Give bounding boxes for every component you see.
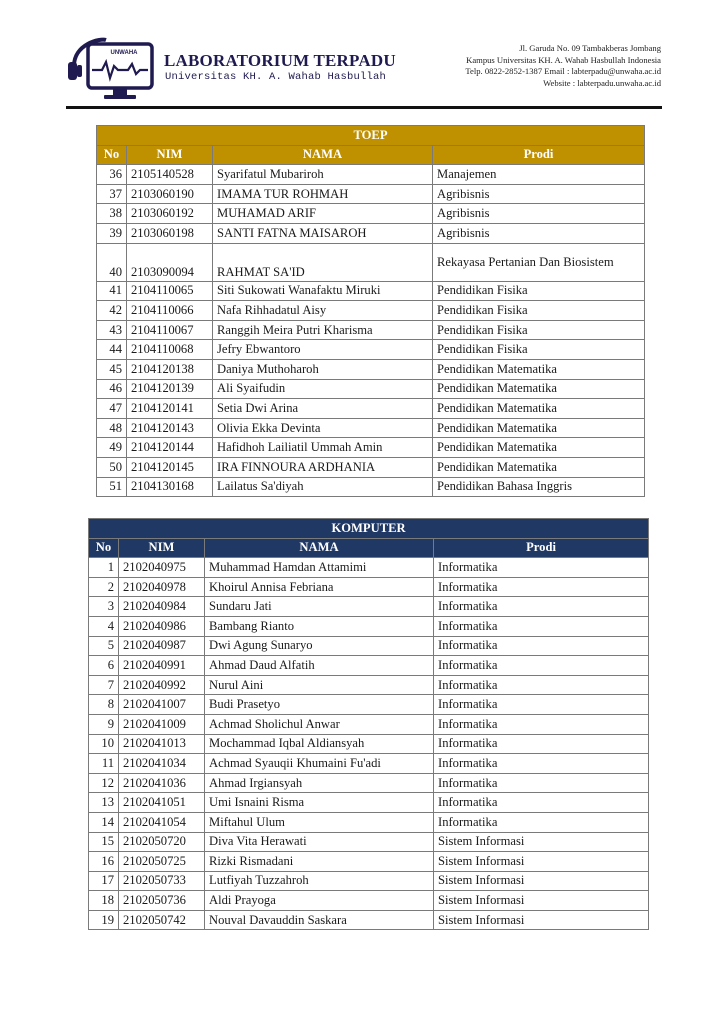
table-row <box>97 204 645 224</box>
col-header-nim: NIM <box>119 538 205 558</box>
cell-nim: 2102041007 <box>119 695 205 715</box>
cell-prodi: Sistem Informasi <box>434 910 649 930</box>
cell-nama: Nouval Davauddin Saskara <box>205 910 434 930</box>
cell-prodi: Informatika <box>434 695 649 715</box>
table-row <box>89 616 649 636</box>
cell-nim: 2102040984 <box>119 597 205 617</box>
cell-nama: Lailatus Sa'diyah <box>213 477 433 497</box>
table-row <box>89 793 649 813</box>
cell-nim: 2104120139 <box>127 379 213 399</box>
col-header-prodi: Prodi <box>434 538 649 558</box>
cell-nim: 2102050725 <box>119 852 205 872</box>
table-row <box>89 871 649 891</box>
cell-nama: Dwi Agung Sunaryo <box>205 636 434 656</box>
cell-nim: 2102050720 <box>119 832 205 852</box>
cell-nim: 2104110068 <box>127 340 213 360</box>
cell-no: 40 <box>97 243 127 281</box>
cell-prodi: Informatika <box>434 656 649 676</box>
cell-nim: 2105140528 <box>127 165 213 185</box>
cell-prodi: Rekayasa Pertanian Dan Biosistem <box>433 243 645 281</box>
cell-nim: 2104120145 <box>127 457 213 477</box>
cell-no: 19 <box>89 910 119 930</box>
cell-nama: Ahmad Daud Alfatih <box>205 656 434 676</box>
cell-nama: Khoirul Annisa Febriana <box>205 577 434 597</box>
cell-nama: Miftahul Ulum <box>205 812 434 832</box>
letterhead <box>0 0 724 110</box>
cell-nama: Achmad Syauqii Khumaini Fu'adi <box>205 754 434 774</box>
cell-nim: 2102050742 <box>119 910 205 930</box>
cell-nim: 2102040978 <box>119 577 205 597</box>
cell-nim: 2104130168 <box>127 477 213 497</box>
cell-prodi: Pendidikan Matematika <box>433 418 645 438</box>
cell-prodi: Pendidikan Matematika <box>433 399 645 419</box>
cell-no: 51 <box>97 477 127 497</box>
cell-nim: 2102041009 <box>119 714 205 734</box>
table-row <box>89 597 649 617</box>
cell-no: 46 <box>97 379 127 399</box>
cell-nama: Olivia Ekka Devinta <box>213 418 433 438</box>
cell-nama: Aldi Prayoga <box>205 891 434 911</box>
cell-nim: 2102040986 <box>119 616 205 636</box>
cell-nim: 2102050736 <box>119 891 205 911</box>
cell-no: 16 <box>89 852 119 872</box>
cell-no: 5 <box>89 636 119 656</box>
table-row <box>97 223 645 243</box>
cell-nama: IRA FINNOURA ARDHANIA <box>213 457 433 477</box>
cell-nama: Ali Syaifudin <box>213 379 433 399</box>
cell-prodi: Sistem Informasi <box>434 871 649 891</box>
cell-prodi: Sistem Informasi <box>434 832 649 852</box>
cell-nim: 2102041051 <box>119 793 205 813</box>
cell-no: 7 <box>89 675 119 695</box>
cell-nim: 2103060198 <box>127 223 213 243</box>
cell-no: 4 <box>89 616 119 636</box>
cell-no: 1 <box>89 558 119 578</box>
table-row <box>89 577 649 597</box>
table-row <box>89 891 649 911</box>
cell-nim: 2104120141 <box>127 399 213 419</box>
cell-no: 45 <box>97 359 127 379</box>
cell-nama: Siti Sukowati Wanafaktu Miruki <box>213 281 433 301</box>
table-row <box>97 418 645 438</box>
cell-nim: 2102041013 <box>119 734 205 754</box>
cell-prodi: Agribisnis <box>433 184 645 204</box>
cell-no: 18 <box>89 891 119 911</box>
cell-prodi: Informatika <box>434 558 649 578</box>
cell-no: 48 <box>97 418 127 438</box>
cell-prodi: Sistem Informasi <box>434 891 649 911</box>
cell-no: 11 <box>89 754 119 774</box>
cell-prodi: Informatika <box>434 597 649 617</box>
table-row <box>97 379 645 399</box>
cell-prodi: Pendidikan Fisika <box>433 320 645 340</box>
table-row <box>97 184 645 204</box>
cell-prodi: Pendidikan Matematika <box>433 359 645 379</box>
cell-prodi: Informatika <box>434 616 649 636</box>
table-row <box>97 243 645 281</box>
cell-nim: 2104110065 <box>127 281 213 301</box>
cell-nim: 2103060192 <box>127 204 213 224</box>
cell-no: 49 <box>97 438 127 458</box>
table-row <box>97 359 645 379</box>
cell-nama: Setia Dwi Arina <box>213 399 433 419</box>
cell-nama: IMAMA TUR ROHMAH <box>213 184 433 204</box>
cell-nim: 2104110067 <box>127 320 213 340</box>
cell-prodi: Informatika <box>434 636 649 656</box>
cell-prodi: Informatika <box>434 793 649 813</box>
address-line: Kampus Universitas KH. A. Wahab Hasbullah Indonesia <box>466 54 661 65</box>
cell-nama: Nurul Aini <box>205 675 434 695</box>
cell-nama: Umi Isnaini Risma <box>205 793 434 813</box>
cell-nim: 2102040991 <box>119 656 205 676</box>
cell-no: 3 <box>89 597 119 617</box>
toep-title: TOEP <box>97 126 645 146</box>
cell-prodi: Manajemen <box>433 165 645 185</box>
cell-no: 15 <box>89 832 119 852</box>
cell-nama: Jefry Ebwantoro <box>213 340 433 360</box>
col-header-no: No <box>97 145 127 165</box>
komputer-rows <box>89 558 649 930</box>
cell-nama: Hafidhoh Lailiatil Ummah Amin <box>213 438 433 458</box>
table-row <box>89 675 649 695</box>
table-row <box>89 852 649 872</box>
cell-nama: Daniya Muthoharoh <box>213 359 433 379</box>
col-header-no: No <box>89 538 119 558</box>
cell-nim: 2104120144 <box>127 438 213 458</box>
cell-nama: Budi Prasetyo <box>205 695 434 715</box>
cell-prodi: Informatika <box>434 734 649 754</box>
table-row <box>89 558 649 578</box>
cell-prodi: Pendidikan Matematika <box>433 457 645 477</box>
toep-table <box>96 125 645 497</box>
cell-prodi: Agribisnis <box>433 204 645 224</box>
col-header-nama: NAMA <box>205 538 434 558</box>
cell-prodi: Informatika <box>434 812 649 832</box>
cell-nama: Ahmad Irgiansyah <box>205 773 434 793</box>
cell-nim: 2104120143 <box>127 418 213 438</box>
cell-nama: Rizki Rismadani <box>205 852 434 872</box>
cell-nim: 2102040975 <box>119 558 205 578</box>
cell-no: 14 <box>89 812 119 832</box>
toep-rows <box>97 165 645 497</box>
cell-nim: 2104110066 <box>127 301 213 321</box>
cell-nama: Nafa Rihhadatul Aisy <box>213 301 433 321</box>
cell-nim: 2103090094 <box>127 243 213 281</box>
cell-nim: 2104120138 <box>127 359 213 379</box>
table-row <box>89 714 649 734</box>
cell-no: 44 <box>97 340 127 360</box>
cell-no: 47 <box>97 399 127 419</box>
lab-title: LABORATORIUM TERPADU <box>164 51 396 70</box>
cell-no: 8 <box>89 695 119 715</box>
table-row <box>97 457 645 477</box>
table-row <box>97 165 645 185</box>
cell-nim: 2103060190 <box>127 184 213 204</box>
contact-line: Telp. 0822-2852-1387 Email : labterpadu@unwaha.ac.id <box>465 66 661 77</box>
website-line: Website : labterpadu.unwaha.ac.id <box>543 77 661 88</box>
cell-nim: 2102050733 <box>119 871 205 891</box>
cell-prodi: Pendidikan Fisika <box>433 281 645 301</box>
cell-nama: Ranggih Meira Putri Kharisma <box>213 320 433 340</box>
table-row <box>89 773 649 793</box>
cell-no: 17 <box>89 871 119 891</box>
cell-no: 37 <box>97 184 127 204</box>
cell-nama: Mochammad Iqbal Aldiansyah <box>205 734 434 754</box>
cell-prodi: Informatika <box>434 773 649 793</box>
cell-prodi: Sistem Informasi <box>434 852 649 872</box>
cell-no: 38 <box>97 204 127 224</box>
cell-prodi: Informatika <box>434 577 649 597</box>
cell-nim: 2102041036 <box>119 773 205 793</box>
address-line: Jl. Garuda No. 09 Tambakberas Jombang <box>519 43 661 53</box>
cell-nama: MUHAMAD ARIF <box>213 204 433 224</box>
cell-nim: 2102041054 <box>119 812 205 832</box>
cell-prodi: Pendidikan Bahasa Inggris <box>433 477 645 497</box>
cell-no: 12 <box>89 773 119 793</box>
komputer-table <box>88 518 649 930</box>
table-row <box>89 754 649 774</box>
cell-no: 43 <box>97 320 127 340</box>
lab-logo-icon <box>66 36 156 102</box>
cell-nama: Diva Vita Herawati <box>205 832 434 852</box>
cell-no: 13 <box>89 793 119 813</box>
cell-nama: RAHMAT SA'ID <box>213 243 433 281</box>
cell-no: 36 <box>97 165 127 185</box>
table-row <box>89 910 649 930</box>
cell-no: 10 <box>89 734 119 754</box>
komputer-title: KOMPUTER <box>89 519 649 539</box>
cell-nama: Sundaru Jati <box>205 597 434 617</box>
cell-nama: SANTI FATNA MAISAROH <box>213 223 433 243</box>
cell-prodi: Pendidikan Fisika <box>433 301 645 321</box>
cell-nama: Syarifatul Mubariroh <box>213 165 433 185</box>
cell-prodi: Informatika <box>434 754 649 774</box>
table-row <box>97 438 645 458</box>
table-row <box>89 695 649 715</box>
col-header-nim: NIM <box>127 145 213 165</box>
table-row <box>97 399 645 419</box>
cell-no: 42 <box>97 301 127 321</box>
cell-no: 50 <box>97 457 127 477</box>
col-header-prodi: Prodi <box>433 145 645 165</box>
table-row <box>89 734 649 754</box>
col-header-nama: NAMA <box>213 145 433 165</box>
table-row <box>97 477 645 497</box>
cell-no: 39 <box>97 223 127 243</box>
cell-no: 6 <box>89 656 119 676</box>
cell-nim: 2102040987 <box>119 636 205 656</box>
address-block <box>465 43 661 89</box>
cell-nim: 2102041034 <box>119 754 205 774</box>
lab-subtitle: Universitas KH. A. Wahab Hasbullah <box>165 71 387 83</box>
table-row <box>97 281 645 301</box>
cell-no: 9 <box>89 714 119 734</box>
cell-nama: Bambang Rianto <box>205 616 434 636</box>
cell-no: 41 <box>97 281 127 301</box>
cell-prodi: Informatika <box>434 675 649 695</box>
cell-no: 2 <box>89 577 119 597</box>
cell-prodi: Pendidikan Matematika <box>433 438 645 458</box>
cell-nim: 2102040992 <box>119 675 205 695</box>
logo-text: UNWAHA <box>110 50 138 56</box>
table-row <box>89 636 649 656</box>
table-row <box>89 832 649 852</box>
cell-prodi: Agribisnis <box>433 223 645 243</box>
header-divider <box>66 106 662 109</box>
cell-nama: Muhammad Hamdan Attamimi <box>205 558 434 578</box>
cell-prodi: Informatika <box>434 714 649 734</box>
cell-prodi: Pendidikan Fisika <box>433 340 645 360</box>
cell-prodi: Pendidikan Matematika <box>433 379 645 399</box>
table-row <box>89 812 649 832</box>
cell-nama: Achmad Sholichul Anwar <box>205 714 434 734</box>
cell-nama: Lutfiyah Tuzzahroh <box>205 871 434 891</box>
table-row <box>97 320 645 340</box>
table-row <box>89 656 649 676</box>
table-row <box>97 301 645 321</box>
table-row <box>97 340 645 360</box>
